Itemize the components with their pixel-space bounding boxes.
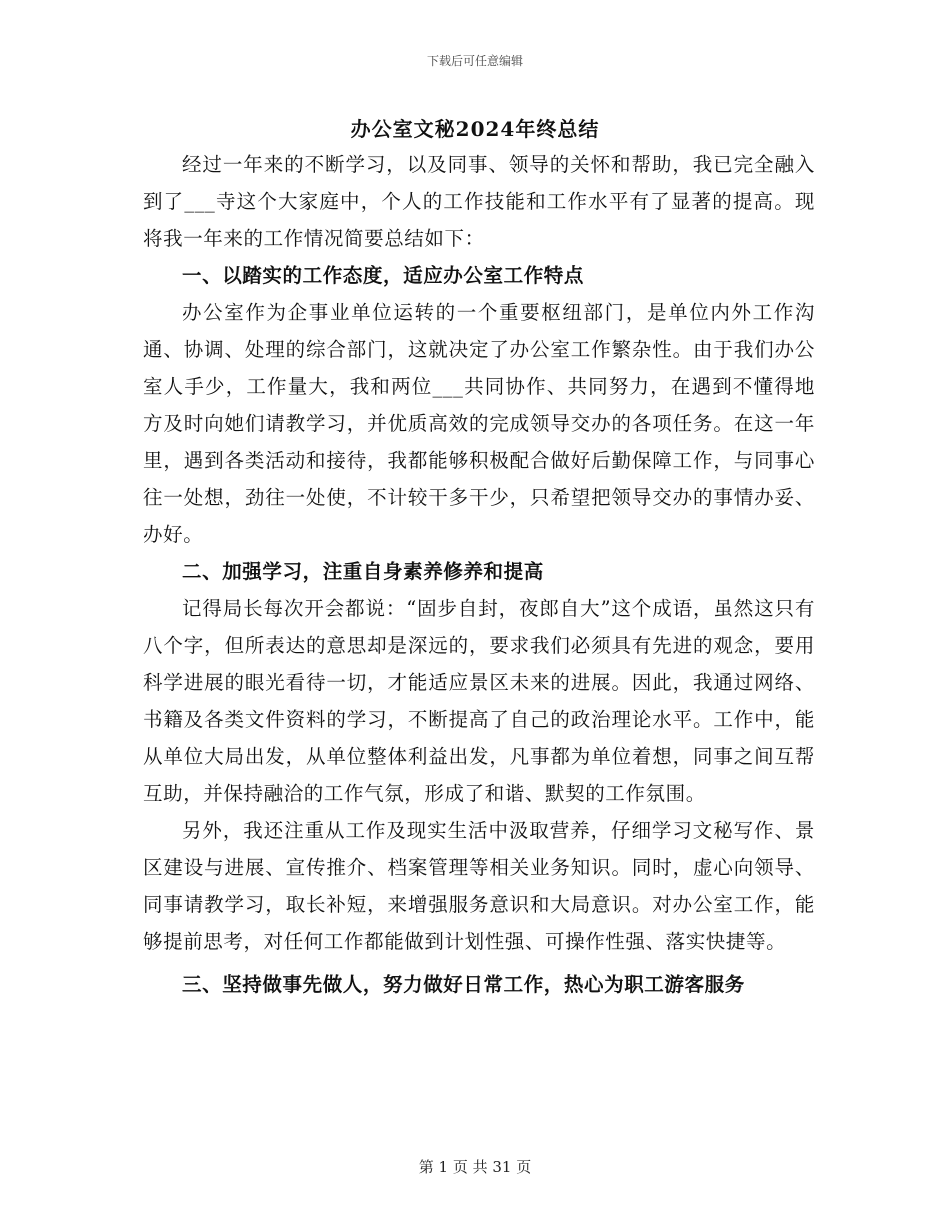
- document-title: 办公室文秘2024年终总结: [350, 117, 600, 141]
- section-2-heading: 二、加强学习，注重自身素养修养和提高: [182, 560, 544, 583]
- section-1-heading: 一、以踏实的工作态度，适应办公室工作特点: [182, 264, 585, 287]
- section-1-paragraph: 办公室作为企事业单位运转的一个重要枢纽部门，是单位内外工作沟通、协调、处理的综合部门，这就决定了办公室工作繁杂性。由于我们办公室人手少，工作量大，我和两位___共同协作、共同努力，在遇到不懂得地方及时向她们请教学习，并优质高效的完成领导交办的各项任务。在这一年里，遇到各类活动和接待，我都能够积极配合做好后勤保障工作，与同事心往一处想，劲往一处使，不计较干多干少，只希望把领导交办的事情办妥、办好。: [143, 301, 815, 546]
- intro-paragraph: 经过一年来的不断学习，以及同事、领导的关怀和帮助，我已完全融入到了___寺这个大家庭中，个人的工作技能和工作水平有了显著的提高。现将我一年来的工作情况简要总结如下：: [143, 153, 815, 250]
- page-number-footer: 第 1 页 共 31 页: [418, 1158, 532, 1176]
- section-3-heading: 三、坚持做事先做人，努力做好日常工作，热心为职工游客服务: [182, 973, 745, 996]
- section-2-paragraph-2: 另外，我还注重从工作及现实生活中汲取营养，仔细学习文秘写作、景区建设与进展、宣传推介、档案管理等相关业务知识。同时，虚心向领导、同事请教学习，取长补短，来增强服务意识和大局意识。对办公室工作，能够提前思考，对任何工作都能做到计划性强、可操作性强、落实快捷等。: [143, 819, 815, 953]
- page-header-note: 下载后可任意编辑: [426, 54, 523, 68]
- section-2-paragraph-1: 记得局长每次开会都说：“固步自封，夜郎自大”这个成语，虽然这只有八个字，但所表达的意思却是深远的，要求我们必须具有先进的观念，要用科学进展的眼光看待一切，才能适应景区未来的进展。因此，我通过网络、书籍及各类文件资料的学习，不断提高了自己的政治理论水平。工作中，能从单位大局出发，从单位整体利益出发，凡事都为单位着想，同事之间互帮互助，并保持融洽的工作气氛，形成了和谐、默契的工作氛围。: [143, 597, 815, 805]
- document-body: [143, 146, 815, 1003]
